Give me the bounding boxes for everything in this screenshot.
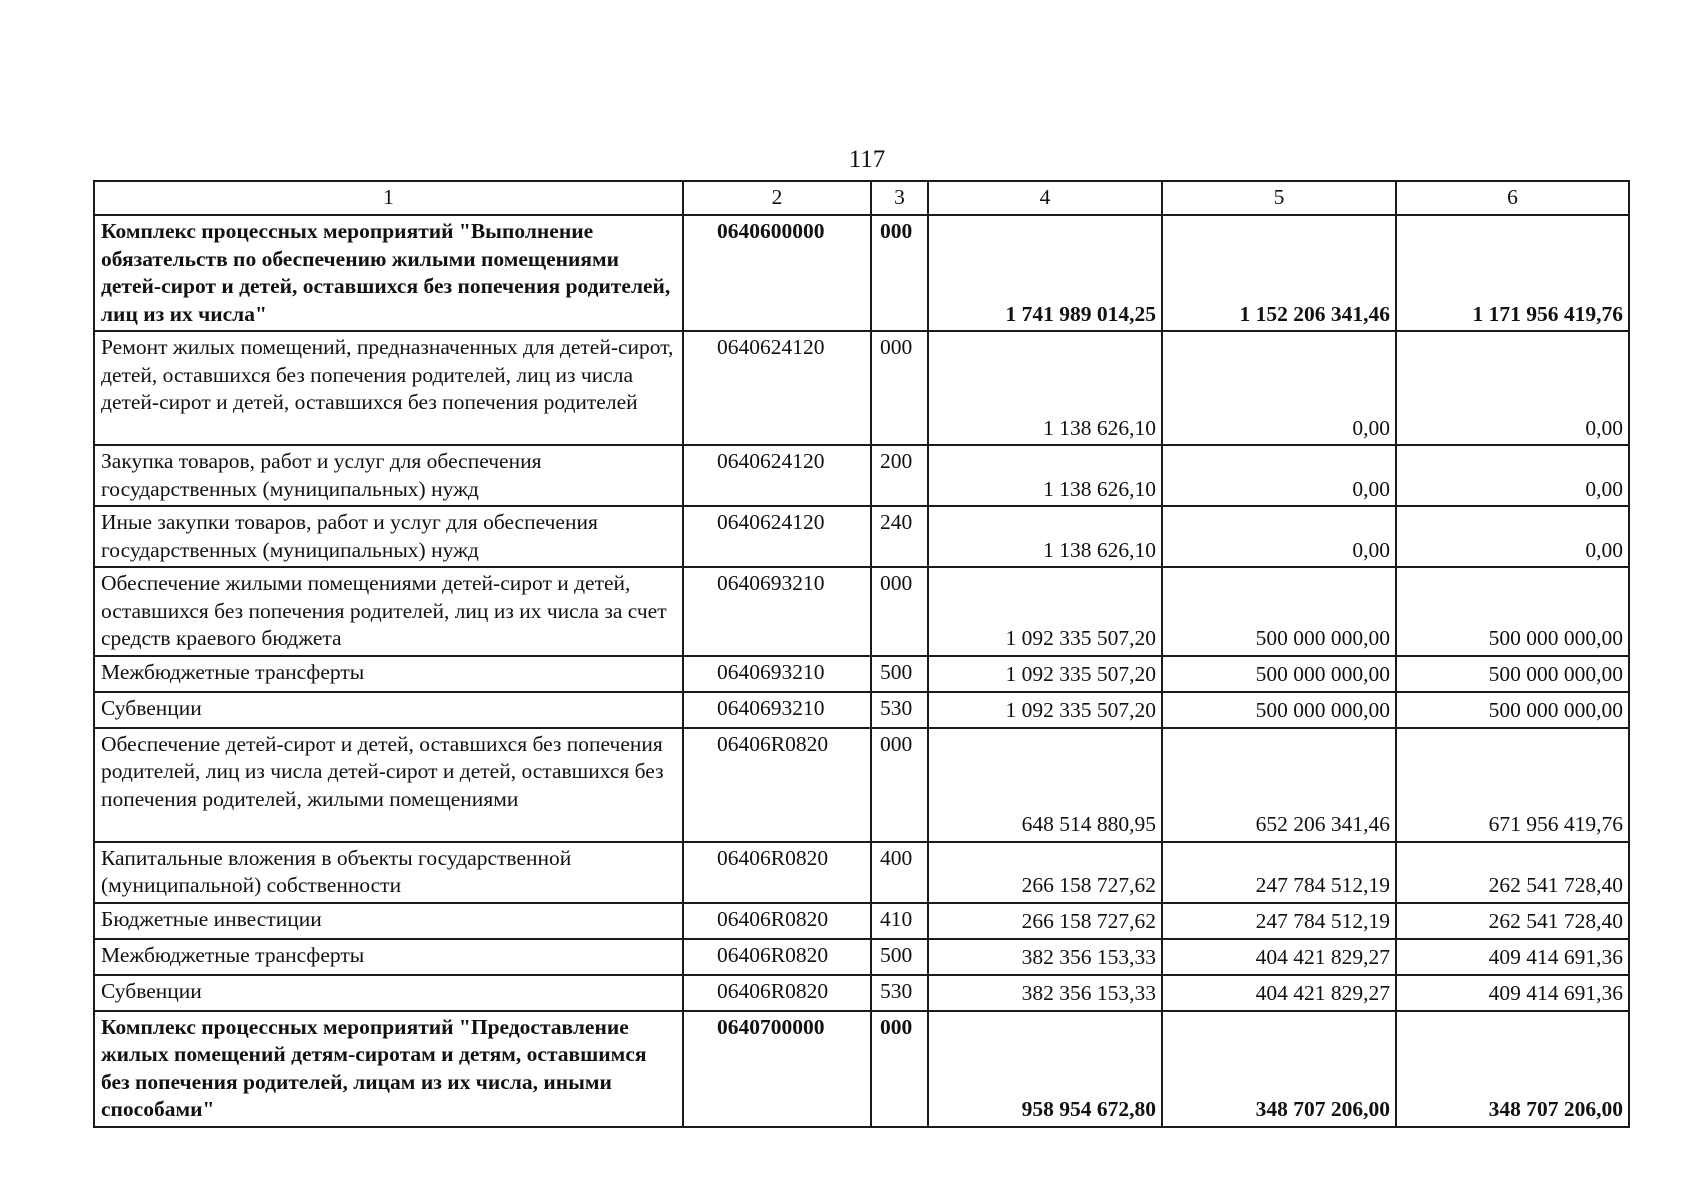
row-target-code: 06406R0820	[683, 975, 871, 1011]
row-amount-year-1: 266 158 727,62	[928, 903, 1162, 939]
row-amount-year-2: 404 421 829,27	[1162, 975, 1396, 1011]
row-amount-year-2: 0,00	[1162, 506, 1396, 567]
table-row	[94, 445, 1629, 506]
row-amount-year-2: 1 152 206 341,46	[1162, 215, 1396, 331]
row-amount-year-1: 958 954 672,80	[928, 1011, 1162, 1127]
row-target-code: 0640693210	[683, 567, 871, 656]
row-amount-year-2: 652 206 341,46	[1162, 728, 1396, 842]
page-number: 117	[848, 146, 886, 173]
row-expense-type: 410	[871, 903, 928, 939]
table-row	[94, 567, 1629, 656]
row-name: Комплекс процессных мероприятий "Предоставление жилых помещений детям-сиротам и детям, оставшимся без попечения родителей, лицам из их числа, иными способами"	[94, 1011, 683, 1127]
row-amount-year-2: 0,00	[1162, 445, 1396, 506]
row-expense-type: 530	[871, 692, 928, 728]
row-name: Обеспечение детей-сирот и детей, оставшихся без попечения родителей, лиц из числа детей-сирот и детей, оставшихся без попечения родителей, жилыми помещениями	[94, 728, 683, 842]
column-number: 5	[1162, 181, 1396, 215]
table-row	[94, 656, 1629, 692]
row-amount-year-3: 671 956 419,76	[1396, 728, 1629, 842]
column-number: 1	[94, 181, 683, 215]
table-row	[94, 975, 1629, 1011]
row-expense-type: 500	[871, 939, 928, 975]
row-amount-year-1: 1 092 335 507,20	[928, 692, 1162, 728]
row-amount-year-3: 1 171 956 419,76	[1396, 215, 1629, 331]
row-amount-year-3: 0,00	[1396, 331, 1629, 445]
row-amount-year-1: 266 158 727,62	[928, 842, 1162, 903]
row-amount-year-3: 0,00	[1396, 445, 1629, 506]
row-amount-year-3: 0,00	[1396, 506, 1629, 567]
table-row	[94, 842, 1629, 903]
budget-table	[93, 180, 1630, 1128]
row-amount-year-3: 500 000 000,00	[1396, 656, 1629, 692]
row-amount-year-3: 348 707 206,00	[1396, 1011, 1629, 1127]
row-amount-year-2: 500 000 000,00	[1162, 692, 1396, 728]
row-amount-year-2: 500 000 000,00	[1162, 567, 1396, 656]
row-name: Межбюджетные трансферты	[94, 939, 683, 975]
row-expense-type: 000	[871, 728, 928, 842]
row-target-code: 0640624120	[683, 506, 871, 567]
row-expense-type: 500	[871, 656, 928, 692]
budget-table-container	[93, 180, 1630, 1128]
row-name: Капитальные вложения в объекты государственной (муниципальной) собственности	[94, 842, 683, 903]
column-number: 6	[1396, 181, 1629, 215]
row-amount-year-3: 262 541 728,40	[1396, 842, 1629, 903]
row-amount-year-2: 348 707 206,00	[1162, 1011, 1396, 1127]
row-name: Бюджетные инвестиции	[94, 903, 683, 939]
row-expense-type: 000	[871, 1011, 928, 1127]
row-amount-year-1: 1 092 335 507,20	[928, 656, 1162, 692]
row-expense-type: 530	[871, 975, 928, 1011]
row-name: Обеспечение жилыми помещениями детей-сирот и детей, оставшихся без попечения родителей, лиц из их числа за счет средств краевого бюджета	[94, 567, 683, 656]
row-amount-year-3: 262 541 728,40	[1396, 903, 1629, 939]
row-amount-year-1: 382 356 153,33	[928, 939, 1162, 975]
row-amount-year-2: 404 421 829,27	[1162, 939, 1396, 975]
column-number-row	[94, 181, 1629, 215]
row-amount-year-2: 0,00	[1162, 331, 1396, 445]
row-expense-type: 400	[871, 842, 928, 903]
row-amount-year-2: 500 000 000,00	[1162, 656, 1396, 692]
row-amount-year-1: 1 741 989 014,25	[928, 215, 1162, 331]
row-target-code: 0640624120	[683, 331, 871, 445]
row-target-code: 0640700000	[683, 1011, 871, 1127]
row-amount-year-1: 1 138 626,10	[928, 506, 1162, 567]
row-expense-type: 000	[871, 215, 928, 331]
table-row	[94, 331, 1629, 445]
table-row	[94, 728, 1629, 842]
row-amount-year-2: 247 784 512,19	[1162, 842, 1396, 903]
row-expense-type: 200	[871, 445, 928, 506]
row-amount-year-1: 1 138 626,10	[928, 331, 1162, 445]
table-row	[94, 215, 1629, 331]
row-amount-year-3: 409 414 691,36	[1396, 975, 1629, 1011]
row-name: Межбюджетные трансферты	[94, 656, 683, 692]
row-target-code: 0640600000	[683, 215, 871, 331]
row-amount-year-1: 1 138 626,10	[928, 445, 1162, 506]
row-amount-year-3: 500 000 000,00	[1396, 692, 1629, 728]
row-name: Закупка товаров, работ и услуг для обеспечения государственных (муниципальных) нужд	[94, 445, 683, 506]
row-amount-year-1: 648 514 880,95	[928, 728, 1162, 842]
row-amount-year-3: 500 000 000,00	[1396, 567, 1629, 656]
row-expense-type: 000	[871, 567, 928, 656]
table-row	[94, 506, 1629, 567]
row-target-code: 06406R0820	[683, 903, 871, 939]
row-amount-year-1: 1 092 335 507,20	[928, 567, 1162, 656]
row-target-code: 06406R0820	[683, 842, 871, 903]
table-row	[94, 903, 1629, 939]
row-target-code: 06406R0820	[683, 728, 871, 842]
table-row	[94, 692, 1629, 728]
row-target-code: 0640624120	[683, 445, 871, 506]
row-name: Комплекс процессных мероприятий "Выполнение обязательств по обеспечению жилыми помещениями детей-сирот и детей, оставшихся без попечения родителей, лиц из их числа"	[94, 215, 683, 331]
row-target-code: 0640693210	[683, 692, 871, 728]
row-amount-year-3: 409 414 691,36	[1396, 939, 1629, 975]
table-row	[94, 1011, 1629, 1127]
row-name: Иные закупки товаров, работ и услуг для обеспечения государственных (муниципальных) нужд	[94, 506, 683, 567]
row-name: Субвенции	[94, 975, 683, 1011]
row-amount-year-1: 382 356 153,33	[928, 975, 1162, 1011]
row-name: Субвенции	[94, 692, 683, 728]
row-name: Ремонт жилых помещений, предназначенных для детей-сирот, детей, оставшихся без попечения родителей, лиц из числа детей-сирот и детей, оставшихся без попечения родителей	[94, 331, 683, 445]
row-expense-type: 000	[871, 331, 928, 445]
column-number: 4	[928, 181, 1162, 215]
table-row	[94, 939, 1629, 975]
column-number: 3	[871, 181, 928, 215]
row-target-code: 06406R0820	[683, 939, 871, 975]
row-amount-year-2: 247 784 512,19	[1162, 903, 1396, 939]
column-number: 2	[683, 181, 871, 215]
row-target-code: 0640693210	[683, 656, 871, 692]
row-expense-type: 240	[871, 506, 928, 567]
